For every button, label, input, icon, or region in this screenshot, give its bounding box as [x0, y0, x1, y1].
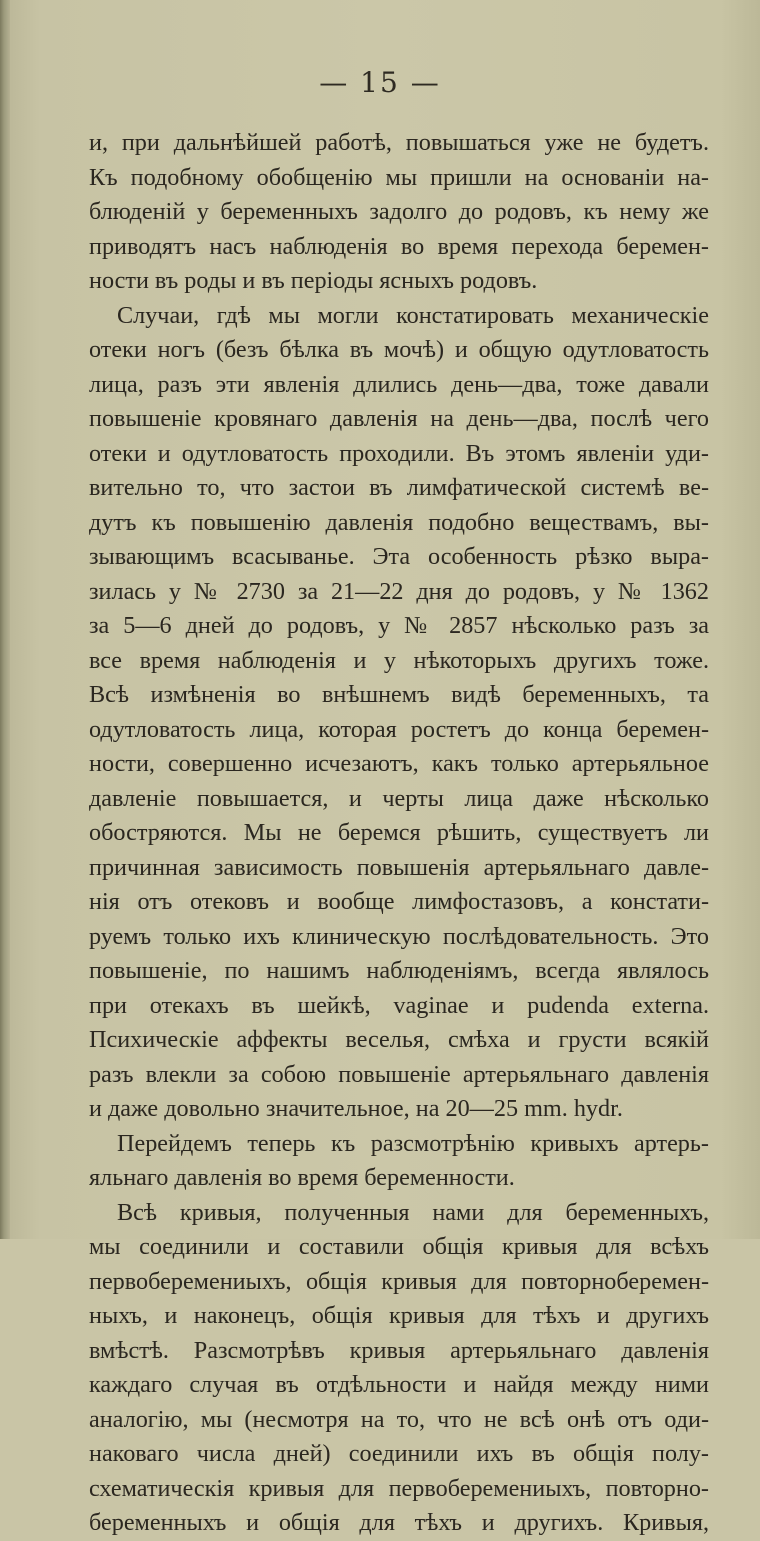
text-line: обостряются. Мы не беремся рѣшить, существуетъ ли [89, 819, 709, 846]
text-line: отеки и одутловатость проходили. Въ этомъ явленіи уди- [89, 439, 709, 467]
text-line: Всѣ кривыя, полученныя нами для беременныхъ, [117, 1198, 709, 1226]
text-line: ныхъ, и наконецъ, общія кривыя для тѣхъ и другихъ [89, 1302, 709, 1329]
text-line: схематическія кривыя для первоберемениыхъ, повторно- [89, 1474, 709, 1502]
text-line: повышеніе кровянаго давленія на день—два, послѣ чего [89, 405, 709, 432]
text-line: Всѣ измѣненія во внѣшнемъ видѣ беременныхъ, та [89, 681, 709, 708]
text-line: мы соединили и составили общія кривыя для всѣхъ [89, 1233, 709, 1260]
text-line: ности, совершенно исчезаютъ, какъ только артерьяльное [89, 750, 709, 777]
text-line: зилась у № 2730 за 21—22 дня до родовъ, у № 1362 [89, 577, 709, 605]
text-line: дутъ къ повышенію давленія подобно веществамъ, вы- [89, 508, 709, 536]
text-line: зывающимъ всасыванье. Эта особенность рѣзко выра- [89, 543, 709, 570]
text-line: беременныхъ и общія для тѣхъ и другихъ. Кривыя, [89, 1509, 709, 1536]
text-line: Случаи, гдѣ мы могли констатировать механическіе [117, 301, 709, 329]
text-line: яльнаго давленія во время беременности. [89, 1164, 515, 1191]
text-line: давленіе повышается, и черты лица даже нѣсколько [89, 784, 709, 812]
text-line: приводятъ насъ наблюденія во время перехода беремен- [89, 232, 709, 260]
text-line: Психическіе аффекты веселья, смѣха и грусти всякій [89, 1026, 709, 1053]
text-line: ности въ роды и въ періоды ясныхъ родовъ. [89, 267, 538, 294]
text-line: блюденій у беременныхъ задолго до родовъ, къ нему же [89, 198, 709, 225]
page-binding-edge [0, 0, 10, 1239]
text-line: одутловатость лица, которая ростетъ до конца беремен- [89, 715, 709, 743]
text-line: при отекахъ въ шейкѣ, vaginae и pudenda externa. [89, 991, 709, 1019]
body-text [89, 126, 709, 1541]
text-line: Къ подобному обобщенію мы пришли на основаніи на- [89, 163, 709, 191]
text-line: за 5—6 дней до родовъ, у № 2857 нѣсколько разъ за [89, 612, 709, 639]
text-line: руемъ только ихъ клиническую послѣдовательность. Это [89, 922, 709, 950]
text-line: наковаго числа дней) соединили ихъ въ общія полу- [89, 1440, 709, 1467]
page-number: — 15 — [319, 66, 441, 99]
text-line: вительно то, что застои въ лимфатической системѣ ве- [89, 474, 709, 501]
text-line: аналогію, мы (несмотря на то, что не всѣ онѣ отъ оди- [89, 1405, 709, 1433]
text-line: причинная зависимость повышенія артерьяльнаго давле- [89, 853, 709, 881]
text-line: и даже довольно значительное, на 20—25 mm. hydr. [89, 1095, 623, 1122]
text-line: повышеніе, по нашимъ наблюденіямъ, всегда являлось [89, 957, 709, 984]
text-line: лица, разъ эти явленія длились день—два, тоже давали [89, 370, 709, 398]
text-line: вмѣстѣ. Разсмотрѣвъ кривыя артерьяльнаго давленія [89, 1336, 709, 1364]
text-line: и, при дальнѣйшей работѣ, повышаться уже не будетъ. [89, 129, 709, 156]
text-line: все время наблюденія и у нѣкоторыхъ другихъ тоже. [89, 646, 709, 674]
text-line: нія отъ отековъ и вообще лимфостазовъ, а констати- [89, 888, 709, 915]
text-line: первоберемениыхъ, общія кривыя для повторноберемен- [89, 1267, 709, 1295]
text-line: разъ влекли за собою повышеніе артерьяльнаго давленія [89, 1060, 709, 1088]
text-line: Перейдемъ теперь къ разсмотрѣнію кривыхъ артерь- [117, 1129, 709, 1157]
text-line: отеки ногъ (безъ бѣлка въ мочѣ) и общую одутловатость [89, 336, 709, 363]
text-line: каждаго случая въ отдѣльности и найдя между ними [89, 1371, 709, 1398]
